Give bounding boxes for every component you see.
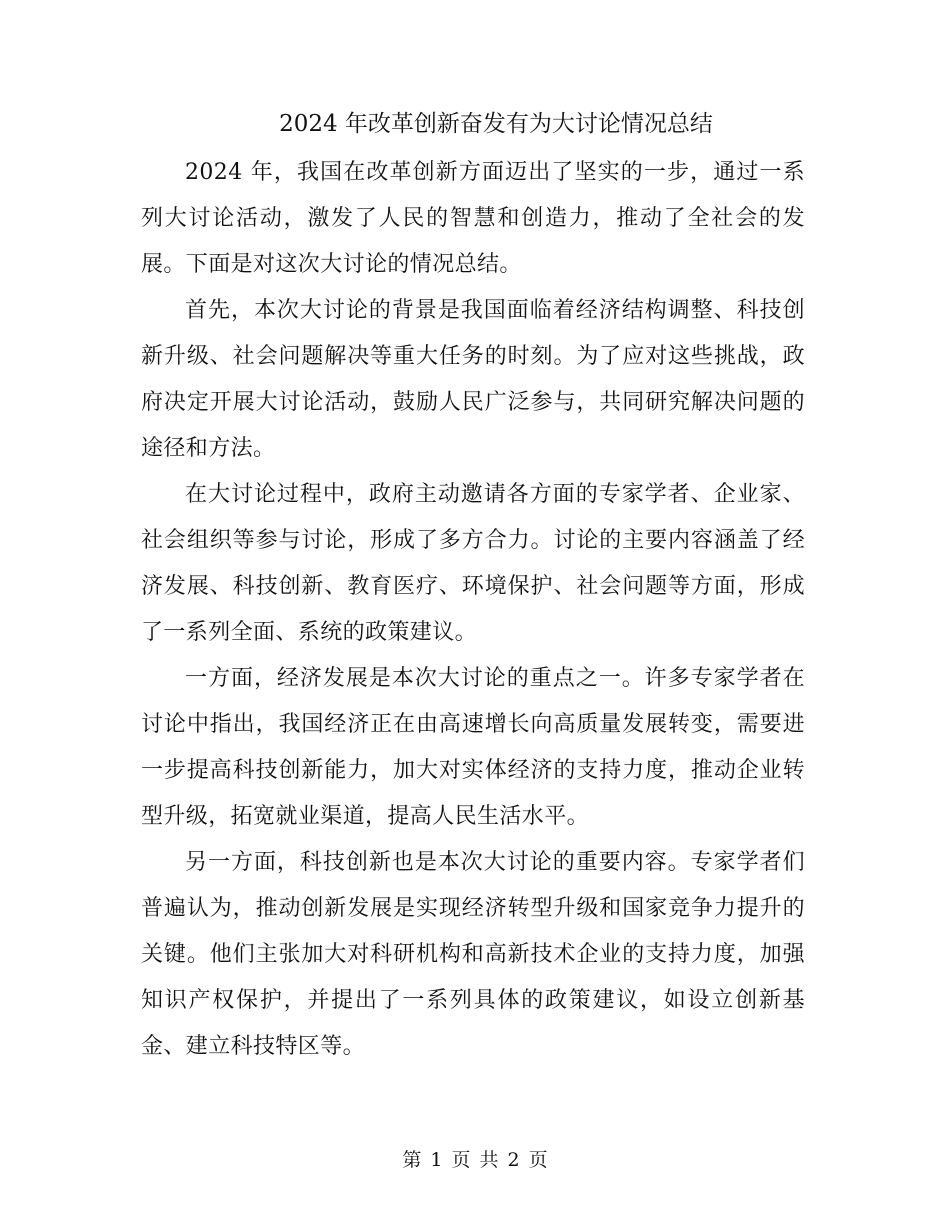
- document-body: [141, 150, 805, 1070]
- document-title: 2024 年改革创新奋发有为大讨论情况总结: [279, 111, 713, 137]
- paragraph-3: 在大讨论过程中，政府主动邀请各方面的专家学者、企业家、社会组织等参与讨论，形成了多方合力。讨论的主要内容涵盖了经济发展、科技创新、教育医疗、环境保护、社会问题等方面，形成了一系列全面、系统的政策建议。: [141, 482, 805, 645]
- paragraph-4: 一方面，经济发展是本次大讨论的重点之一。许多专家学者在讨论中指出，我国经济正在由高速增长向高质量发展转变，需要进一步提高科技创新能力，加大对实体经济的支持力度，推动企业转型升级，拓宽就业渠道，提高人民生活水平。: [141, 666, 805, 829]
- paragraph-1: 2024 年，我国在改革创新方面迈出了坚实的一步，通过一系列大讨论活动，激发了人民的智慧和创造力，推动了全社会的发展。下面是对这次大讨论的情况总结。: [141, 160, 805, 277]
- paragraph-2: 首先，本次大讨论的背景是我国面临着经济结构调整、科技创新升级、社会问题解决等重大任务的时刻。为了应对这些挑战，政府决定开展大讨论活动，鼓励人民广泛参与，共同研究解决问题的途径和方法。: [141, 298, 805, 461]
- page-number-footer: 第 1 页 共 2 页: [402, 1149, 548, 1171]
- paragraph-5: 另一方面，科技创新也是本次大讨论的重要内容。专家学者们普遍认为，推动创新发展是实现经济转型升级和国家竞争力提升的关键。他们主张加大对科研机构和高新技术企业的支持力度，加强知识产权保护，并提出了一系列具体的政策建议，如设立创新基金、建立科技特区等。: [141, 850, 805, 1059]
